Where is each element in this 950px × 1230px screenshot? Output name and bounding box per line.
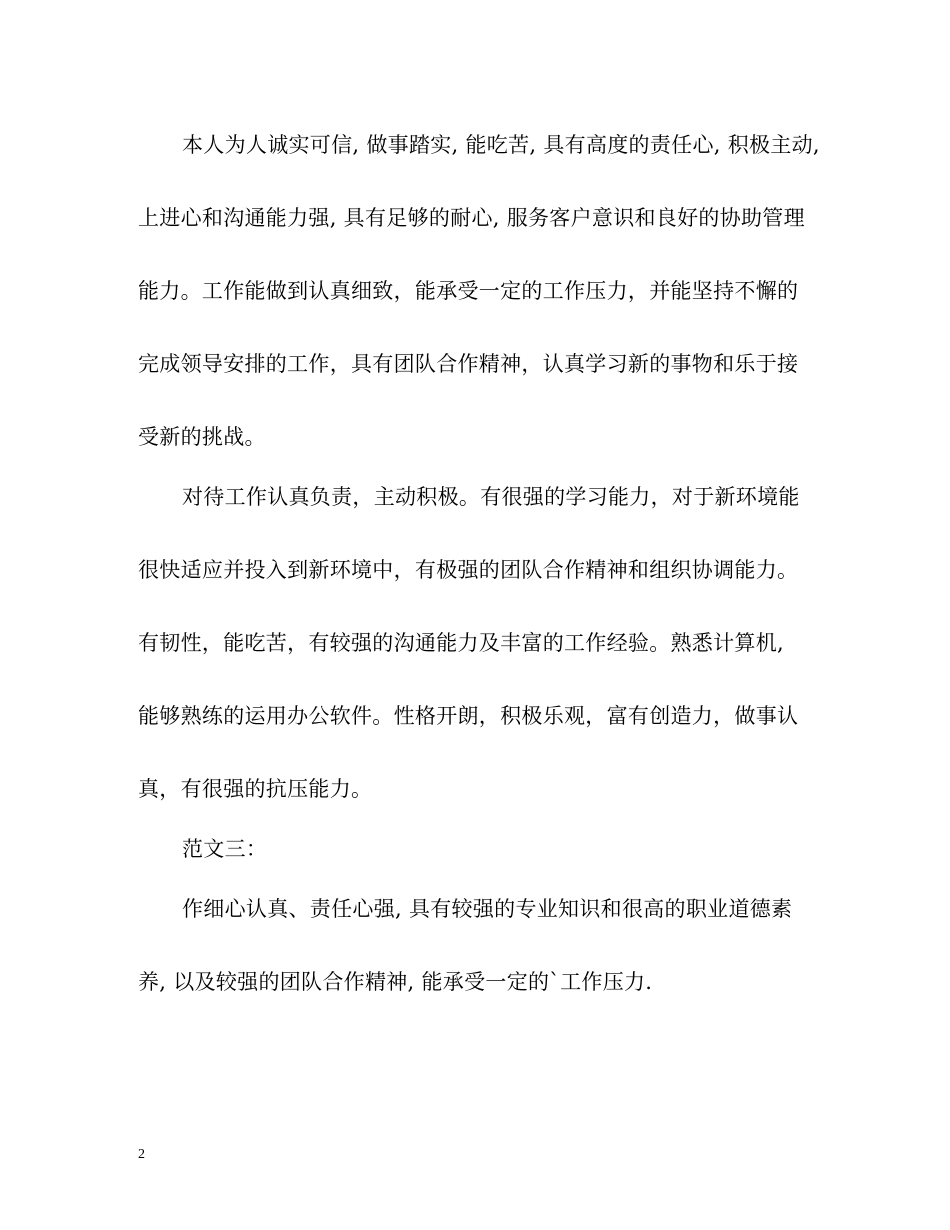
paragraph-1-line-1: 本人为人诚实可信, 做事踏实, 能吃苦, 具有高度的责任心, 积极主动,: [182, 133, 820, 157]
paragraph-1-line-2: 上进心和沟通能力强, 具有足够的耐心, 服务客户意识和良好的协助管理: [138, 206, 805, 230]
section-heading: 范文三：: [182, 837, 268, 861]
paragraph-2-line-2: 很快适应并投入到新环境中，有极强的团队合作精神和组织协调能力。: [138, 558, 799, 582]
paragraph-2-line-1: 对待工作认真负责，主动积极。有很强的学习能力，对于新环境能: [182, 485, 800, 509]
paragraph-1-line-5: 受新的挑战。: [138, 425, 266, 449]
paragraph-2-line-3: 有韧性，能吃苦，有较强的沟通能力及丰富的工作经验。熟悉计算机,: [138, 631, 784, 655]
paragraph-1-line-3: 能力。工作能做到认真细致，能承受一定的工作压力，并能坚持不懈的: [138, 279, 799, 303]
paragraph-2-line-5: 真，有很强的抗压能力。: [138, 777, 373, 801]
page-number: 2: [138, 1147, 145, 1162]
paragraph-3-line-2: 养, 以及较强的团队合作精神, 能承受一定的`工作压力.: [138, 970, 653, 994]
paragraph-2-line-4: 能够熟练的运用办公软件。性格开朗，积极乐观，富有创造力，做事认: [138, 704, 799, 728]
paragraph-3-line-1: 作细心认真、责任心强, 具有较强的专业知识和很高的职业道德素: [182, 897, 793, 921]
paragraph-1-line-4: 完成领导安排的工作，具有团队合作精神，认真学习新的事物和乐于接: [138, 352, 799, 376]
